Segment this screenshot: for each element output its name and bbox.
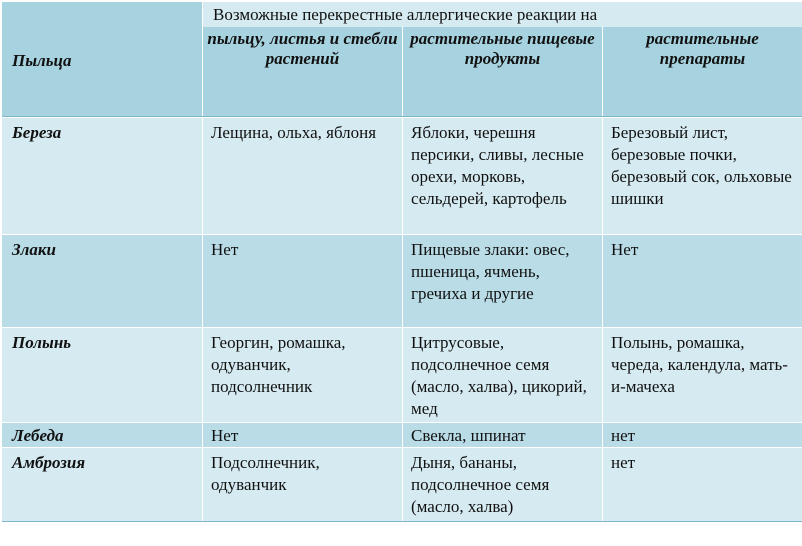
row-cell-leaves: Георгин, ромашка, одуванчик, подсолнечник — [203, 328, 402, 422]
row-cell-leaves: Лещина, ольха, яблоня — [203, 118, 402, 234]
row-cell-food: Цитрусовые, подсолнечное семя (масло, халва), цикорий, мед — [403, 328, 602, 422]
row-pollen: Лебеда — [2, 423, 202, 447]
header-pollen-label: Пыльца — [12, 51, 72, 70]
header-group-title: Возможные перекрестные аллергические реакции на — [203, 2, 802, 27]
row-cell-preparations: нет — [603, 423, 802, 447]
row-pollen: Полынь — [2, 328, 202, 422]
row-cell-food: Свекла, шпинат — [403, 423, 602, 447]
row-cell-leaves: Подсолнечник, одуванчик — [203, 448, 402, 522]
row-cell-preparations: Нет — [603, 235, 802, 327]
header-divider-line — [2, 116, 802, 117]
row-cell-food: Пищевые злаки: овес, пшеница, ячмень, гречиха и другие — [403, 235, 602, 327]
row-pollen: Береза — [2, 118, 202, 234]
row-cell-leaves: Нет — [203, 235, 402, 327]
row-cell-preparations: нет — [603, 448, 802, 522]
row-cell-food: Дыня, бананы, подсолнечное семя (масло, халва) — [403, 448, 602, 522]
header-col-leaves: пыльцу, листья и стебли растений — [203, 27, 402, 116]
row-pollen: Амброзия — [2, 448, 202, 522]
row-cell-food: Яблоки, черешня персики, сливы, лесные орехи, морковь, сельдерей, картофель — [403, 118, 602, 234]
header-col-food: растительные пищевые продукты — [403, 27, 602, 116]
row-cell-preparations: Березовый лист, березовые почки, березовый сок, ольховые шишки — [603, 118, 802, 234]
header-pollen-cell — [2, 2, 202, 116]
table-bottom-line — [2, 521, 802, 522]
row-pollen: Злаки — [2, 235, 202, 327]
header-col-preparations: растительные препараты — [603, 27, 802, 116]
row-cell-leaves: Нет — [203, 423, 402, 447]
row-cell-preparations: Полынь, ромашка, череда, календула, мать-и-мачеха — [603, 328, 802, 422]
